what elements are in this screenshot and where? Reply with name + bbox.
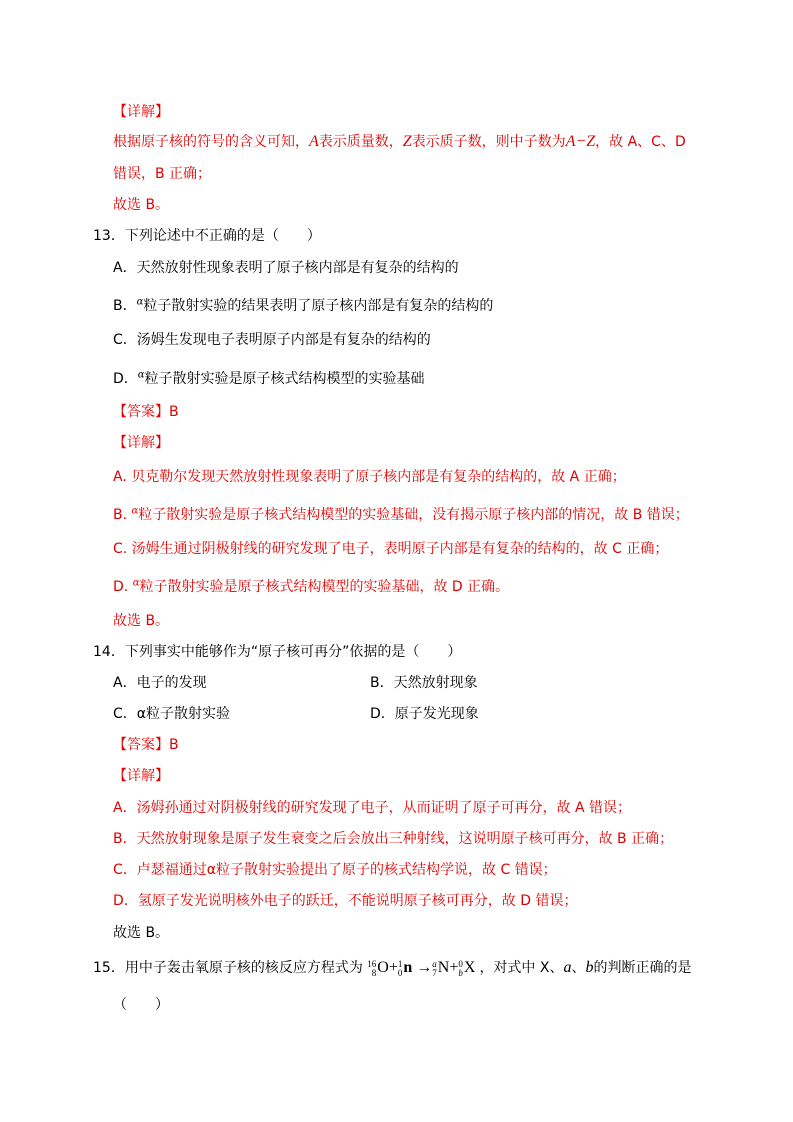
q14-option-a: A．电子的发现 [113, 675, 207, 691]
q12-explanation-line1 [113, 132, 686, 152]
q13-option-c: C．汤姆生发现电子表明原子内部是有复杂的结构的 [113, 332, 431, 348]
nitrogen-mass-number: a [432, 958, 437, 969]
q15-separator: 、 [571, 960, 586, 976]
oxygen-nuclide [367, 958, 389, 978]
q12-text-2: 表示质量数， [318, 134, 403, 150]
nitrogen-charge-number: 7 [432, 967, 437, 978]
q14-option-c: C．α粒子散射实验 [113, 706, 231, 722]
alpha-symbol: α [132, 577, 140, 589]
q13-explanation-d-prefix: D. [113, 579, 133, 595]
q13-option-a: A．天然放射性现象表明了原子核内部是有复杂的结构的 [113, 260, 459, 276]
q15-stem-text-2: ，对式中 X、 [479, 960, 564, 976]
q13-option-b [113, 296, 493, 316]
q14-answer: 【答案】B [113, 737, 179, 753]
q12-text-1: 根据原子核的符号的含义可知， [113, 134, 309, 150]
q13-detail-tag: 【详解】 [113, 435, 169, 451]
q13-option-d-text: 粒子散射实验是原子核式结构模型的实验基础 [144, 371, 425, 387]
oxygen-mass-number: 16 [367, 958, 377, 969]
q13-option-b-text: 粒子散射实验的结果表明了原子核内部是有复杂的结构的 [143, 298, 494, 314]
q14-stem: 14．下列事实中能够作为“原子核可再分”依据的是（ ） [93, 644, 462, 660]
q13-explanation-d-text: 粒子散射实验是原子核式结构模型的实验基础，故 D 正确。 [139, 579, 510, 595]
q13-explanation-b-prefix: B. [113, 507, 132, 523]
q15-var-a: a [563, 959, 572, 976]
q14-detail-tag: 【详解】 [113, 768, 169, 784]
q14-option-b: B．天然放射现象 [370, 675, 478, 691]
q13-stem: 13．下列论述中不正确的是（ ） [93, 228, 321, 244]
oxygen-symbol: O [377, 959, 389, 977]
q13-option-b-prefix: B． [113, 298, 137, 314]
q13-explanation-b-text: 粒子散射实验是原子核式结构模型的实验基础，没有揭示原子核内部的情况，故 B 错误； [138, 507, 689, 523]
q12-conclusion: 故选 B。 [113, 197, 170, 213]
alpha-symbol: α [131, 505, 139, 517]
q14-explanation-c: C．卢瑟福通过α粒子散射实验提出了原子的核式结构学说，故 C 错误； [113, 862, 557, 878]
x-symbol: X [463, 959, 476, 977]
q12-explanation-line2: 错误，B 正确； [113, 166, 212, 182]
oxygen-charge-number: 8 [371, 967, 377, 978]
q15-stem-text-1: 15．用中子轰击氧原子核的核反应方程式为 [93, 960, 363, 976]
reaction-arrow: → [416, 959, 433, 976]
plus-sign: + [449, 959, 459, 976]
neutron-nuclide [398, 958, 412, 978]
x-mass-number: 0 [458, 958, 463, 969]
q15-stem-text-3: 的判断正确的是 [593, 960, 692, 976]
q12-expression: A−Z [565, 133, 596, 150]
q13-option-d-prefix: D． [113, 371, 138, 387]
q14-option-d: D．原子发光现象 [370, 706, 479, 722]
q13-explanation-b [113, 505, 689, 525]
q13-conclusion: 故选 B。 [113, 613, 170, 629]
x-nuclide [458, 958, 475, 978]
nitrogen-symbol: N [437, 959, 450, 977]
q13-explanation-d [113, 577, 509, 597]
q13-explanation-c: C. 汤姆生通过阴极射线的研究发现了电子，表明原子内部是有复杂的结构的，故 C 正确； [113, 541, 669, 557]
q13-answer: 【答案】B [113, 404, 179, 420]
neutron-mass-number: 1 [397, 958, 403, 969]
x-charge-number: b [458, 967, 463, 978]
q13-option-d [113, 369, 425, 389]
q13-explanation-a: A. 贝克勒尔发现天然放射性现象表明了原子核内部是有复杂的结构的，故 A 正确； [113, 469, 626, 485]
neutron-symbol: n [403, 959, 413, 977]
q12-detail-tag: 【详解】 [113, 104, 169, 120]
nuclear-equation [367, 959, 479, 976]
plus-sign: + [388, 959, 398, 976]
q14-conclusion: 故选 B。 [113, 925, 170, 941]
q12-text-4: ，故 A、C、D [595, 134, 686, 150]
q15-var-b: b [585, 959, 594, 976]
alpha-symbol: α [136, 296, 144, 308]
alpha-symbol: α [137, 369, 145, 381]
neutron-charge-number: 0 [397, 967, 403, 978]
q12-var-a: A [309, 133, 319, 150]
q12-var-z: Z [402, 133, 412, 150]
q12-text-3: 表示质子数，则中子数为 [411, 134, 566, 150]
q14-explanation-b: B．天然放射现象是原子发生衰变之后会放出三种射线，这说明原子核可再分，故 B 正确； [113, 831, 674, 847]
q15-stem [93, 958, 691, 978]
q15-answer-blank: （ ） [113, 997, 169, 1013]
nitrogen-nuclide [432, 958, 449, 978]
q14-explanation-d: D．氢原子发光说明核外电子的跃迁，不能说明原子核可再分，故 D 错误； [113, 893, 578, 909]
q14-explanation-a: A．汤姆孙通过对阴极射线的研究发现了电子，从而证明了原子可再分，故 A 错误； [113, 800, 632, 816]
